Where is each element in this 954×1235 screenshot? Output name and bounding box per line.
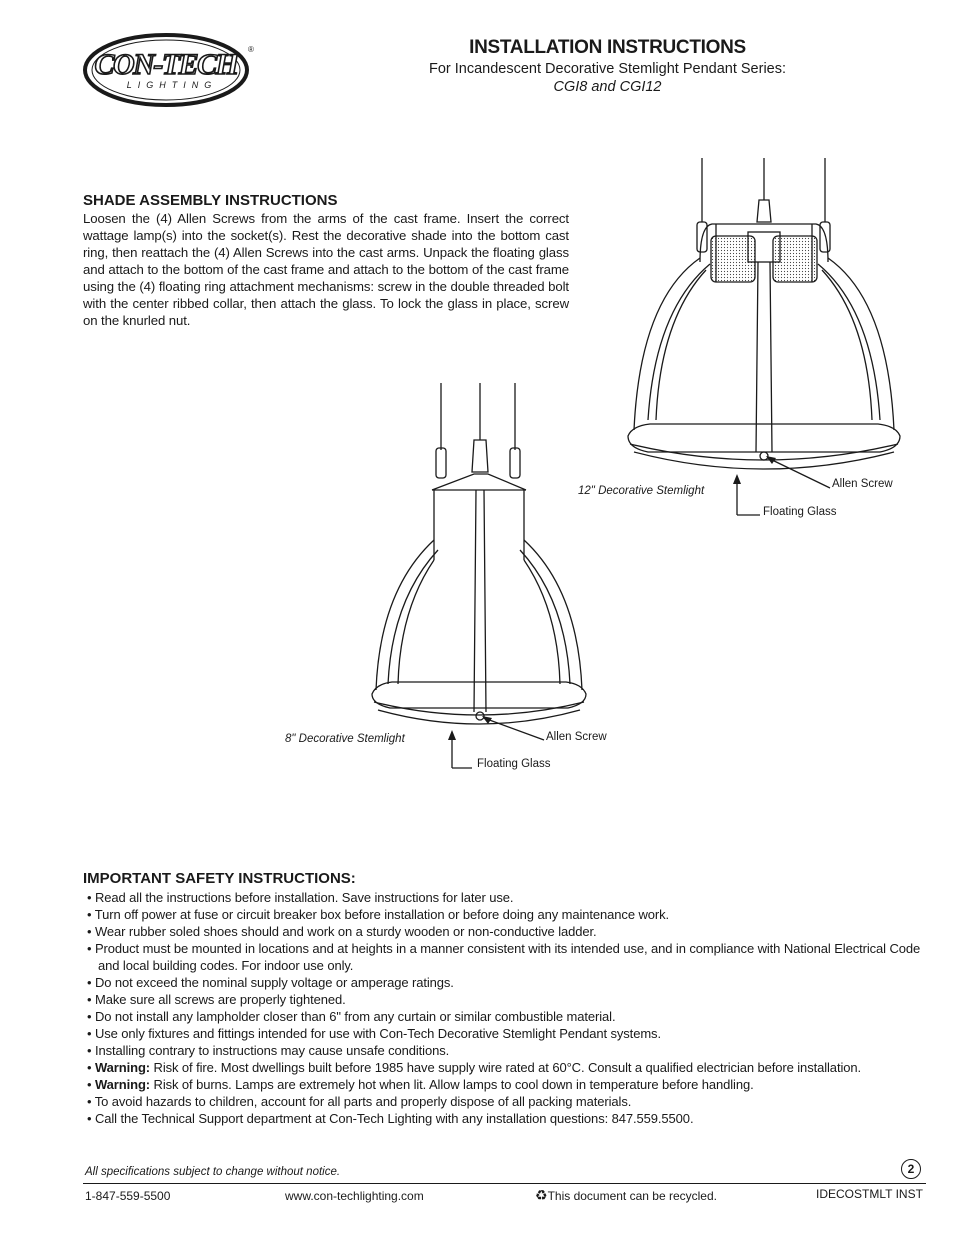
- safety-item: [87, 1076, 937, 1093]
- safety-item-text: Wear rubber soled shoes should and work on a sturdy wooden or non-conductive ladder.: [94, 924, 597, 939]
- warning-label: Warning:: [94, 1077, 151, 1092]
- bullet: •: [87, 941, 95, 956]
- safety-list: [87, 889, 937, 1127]
- safety-item: [87, 1110, 937, 1127]
- logo-brand-text: CON-TECH: [94, 48, 238, 81]
- safety-item-text: Use only fixtures and fittings intended for use with Con-Tech Decorative Stemlight Pendant systems.: [94, 1026, 661, 1041]
- safety-item-text: Turn off power at fuse or circuit breaker box before installation or before doing any maintenance work.: [94, 907, 670, 922]
- safety-item-text: Risk of burns. Lamps are extremely hot when lit. Allow lamps to cool down in temperature before handling.: [153, 1077, 754, 1092]
- safety-item-text: Do not exceed the nominal supply voltage or amperage ratings.: [94, 975, 454, 990]
- logo-sub-text: LIGHTING: [126, 80, 218, 90]
- footer-recycle-note: [535, 1187, 717, 1204]
- footer-divider: [83, 1183, 926, 1184]
- bullet: •: [87, 1026, 95, 1041]
- safety-item-text: Installing contrary to instructions may cause unsafe conditions.: [94, 1043, 450, 1058]
- safety-item-text: Make sure all screws are properly tightened.: [94, 992, 346, 1007]
- safety-heading: IMPORTANT SAFETY INSTRUCTIONS:: [83, 870, 356, 887]
- safety-item: [87, 1042, 937, 1059]
- page-subtitle: For Incandescent Decorative Stemlight Pendant Series:: [428, 61, 787, 77]
- safety-item: [87, 940, 937, 974]
- bullet: •: [87, 1009, 95, 1024]
- bullet: •: [87, 1111, 95, 1126]
- safety-item-text: Read all the instructions before installation. Save instructions for later use.: [94, 890, 514, 905]
- safety-item: [87, 906, 937, 923]
- logo-graphic: [82, 30, 254, 108]
- large-fixture-caption: 12" Decorative Stemlight: [578, 485, 705, 497]
- bullet: •: [87, 890, 95, 905]
- recycle-text: This document can be recycled.: [547, 1189, 717, 1203]
- bullet: •: [87, 1077, 95, 1092]
- shade-assembly-heading: SHADE ASSEMBLY INSTRUCTIONS: [83, 192, 338, 209]
- safety-item-text: Do not install any lampholder closer than 6" from any curtain or similar combustible material.: [94, 1009, 616, 1024]
- registered-mark: ®: [248, 45, 254, 54]
- footer-phone: 1-847-559-5500: [85, 1189, 171, 1203]
- model-numbers: CGI8 and CGI12: [553, 79, 662, 95]
- large-allen-screw-label: Allen Screw: [832, 478, 893, 490]
- bullet: •: [87, 992, 95, 1007]
- safety-item: [87, 1059, 937, 1076]
- bullet: •: [87, 924, 95, 939]
- document-code: IDECOSTMLT INST: [816, 1187, 923, 1201]
- specifications-notice: All specifications subject to change without notice.: [85, 1166, 341, 1178]
- footer-website[interactable]: www.con-techlighting.com: [285, 1189, 424, 1203]
- safety-item-text: Risk of fire. Most dwellings built before 1985 have supply wire rated at 60°C. Consult a qualified electrician before installation.: [153, 1060, 862, 1075]
- safety-item: [87, 974, 937, 991]
- small-allen-screw-label: Allen Screw: [546, 731, 607, 743]
- safety-item: [87, 923, 937, 940]
- page-title: INSTALLATION INSTRUCTIONS: [469, 37, 746, 58]
- safety-item-text: Product must be mounted in locations and at heights in a manner consistent with its intended use, and in compliance with National Electrical Code and local building codes. For indoor use only.: [94, 941, 921, 973]
- bullet: •: [87, 907, 95, 922]
- page-number: 2: [901, 1159, 921, 1179]
- safety-item: [87, 1025, 937, 1042]
- large-floating-glass-label: Floating Glass: [763, 506, 837, 518]
- shade-assembly-body: Loosen the (4) Allen Screws from the arms of the cast frame. Insert the correct wattage lamp(s) into the socket(s). Rest the decorative shade into the bottom cast ring, then reattach the (4) Allen Screws into the cast arms. Unpack the floating glass and attach to the bottom of the cast frame and attach to the bottom of the cast frame using the (4) floating ring attachment mechanisms: screw in the double threaded bolt with the center ribbed collar, then attach the glass. To lock the glass in place, screw on the knurled nut.: [83, 211, 569, 328]
- con-tech-logo: [82, 30, 254, 108]
- small-fixture-caption: 8" Decorative Stemlight: [285, 733, 405, 745]
- safety-item-text: Call the Technical Support department at Con-Tech Lighting with any installation questions: 847.559.5500.: [94, 1111, 694, 1126]
- bullet: •: [87, 1060, 95, 1075]
- warning-label: Warning:: [94, 1060, 151, 1075]
- bullet: •: [87, 1094, 95, 1109]
- safety-item-text: To avoid hazards to children, account for all parts and properly dispose of all packing materials.: [94, 1094, 632, 1109]
- large-pendant-drawing: [628, 158, 900, 515]
- small-floating-glass-label: Floating Glass: [477, 758, 551, 770]
- safety-item: [87, 1008, 937, 1025]
- safety-item: [87, 889, 937, 906]
- recycle-icon: ♻: [535, 1187, 548, 1203]
- bullet: •: [87, 1043, 95, 1058]
- safety-item: [87, 991, 937, 1008]
- small-pendant-drawing: [372, 383, 586, 768]
- bullet: •: [87, 975, 95, 990]
- safety-item: [87, 1093, 937, 1110]
